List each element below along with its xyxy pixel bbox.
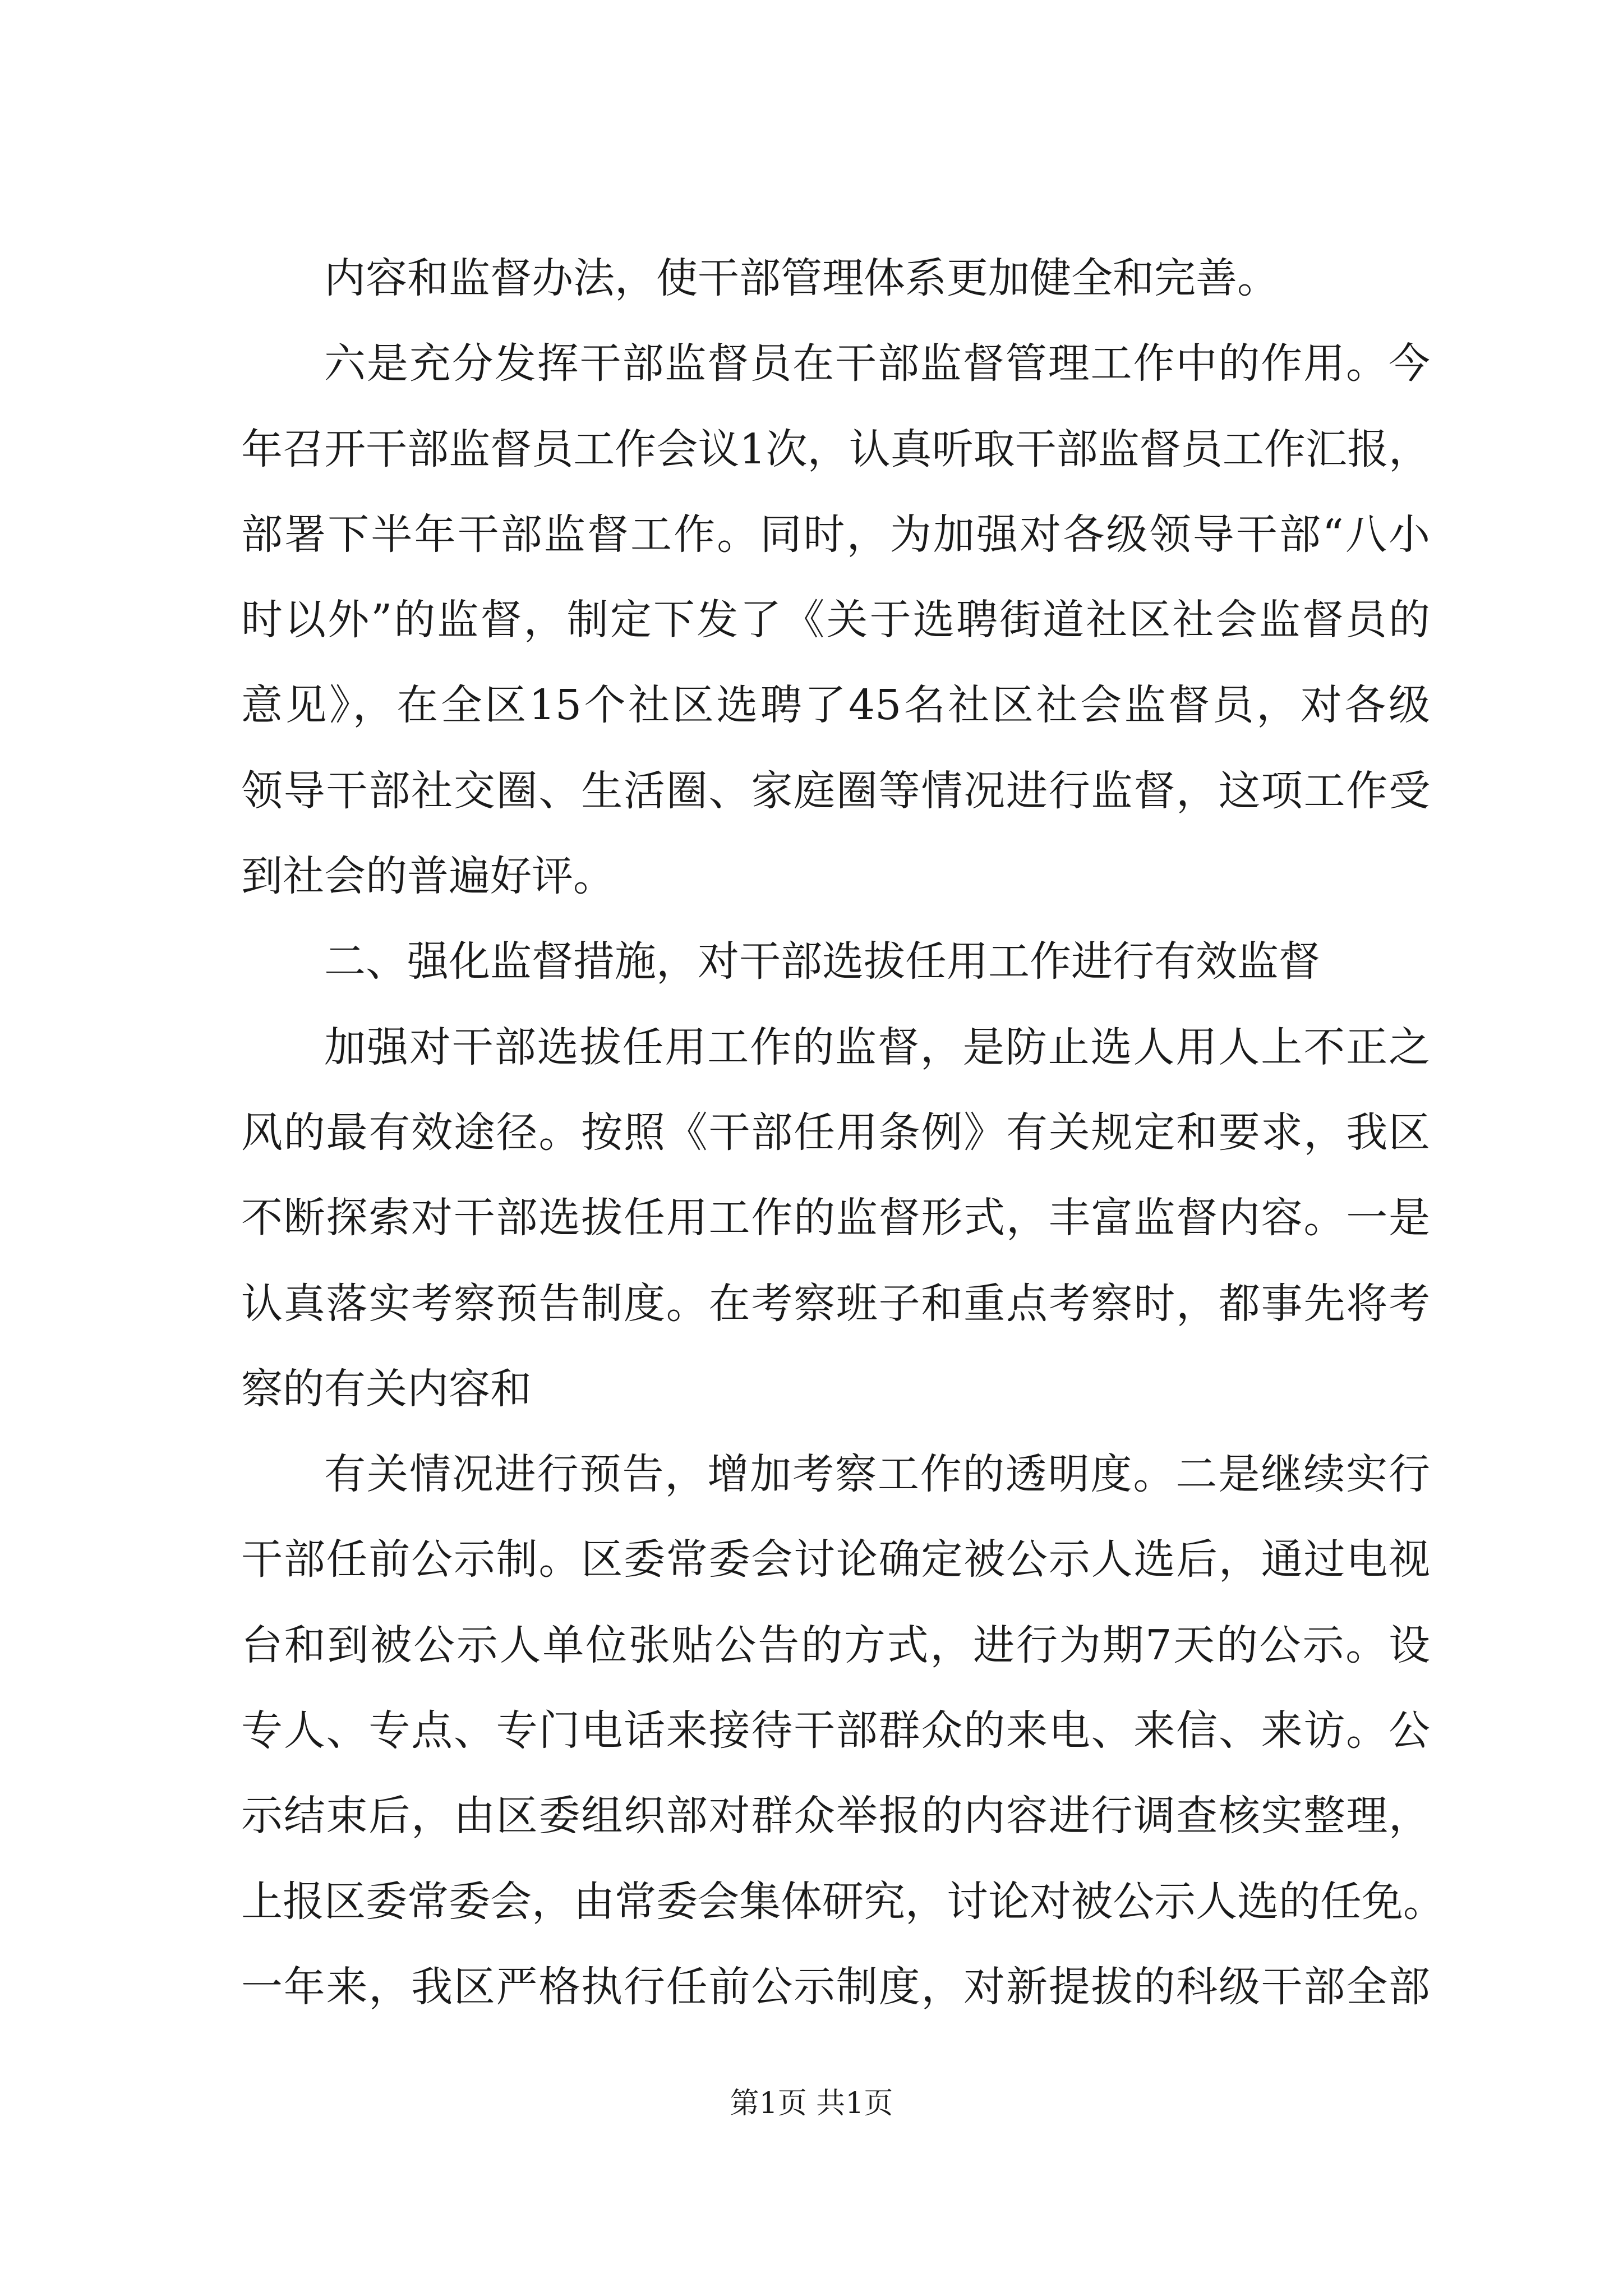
- text-line: 示结束后，由区委组织部对群众举报的内容进行调查核实整理，: [241, 1792, 1430, 1841]
- section-heading: 二、强化监督措施，对干部选拔任用工作进行有效监督: [324, 937, 1320, 986]
- text-line: 干部任前公示制。区委常委会讨论确定被公示人选后，通过电视: [241, 1535, 1430, 1584]
- document-body: [241, 236, 1445, 2030]
- text-line: 有关情况进行预告，增加考察工作的透明度。二是继续实行: [324, 1450, 1430, 1499]
- text-line: 时以外”的监督，制定下发了《关于选聘街道社区社会监督员的: [241, 596, 1430, 645]
- text-line: 加强对干部选拔任用工作的监督，是防止选人用人上不正之: [324, 1023, 1430, 1071]
- text-line: 上报区委常委会，由常委会集体研究，讨论对被公示人选的任免。: [241, 1877, 1445, 1926]
- text-line: 台和到被公示人单位张贴公告的方式，进行为期7天的公示。设: [241, 1621, 1430, 1669]
- text-line: 年召开干部监督员工作会议1次，认真听取干部监督员工作汇报，: [241, 425, 1430, 473]
- page-number-footer: 第1页 共1页: [730, 2087, 893, 2120]
- text-line: 内容和监督办法，使干部管理体系更加健全和完善。: [324, 254, 1279, 302]
- text-line: 一年来，我区严格执行任前公示制度，对新提拔的科级干部全部: [241, 1962, 1430, 2011]
- text-line: 领导干部社交圈、生活圈、家庭圈等情况进行监督，这项工作受: [241, 766, 1430, 815]
- text-line: 到社会的普遍好评。: [241, 852, 615, 901]
- text-line: 风的最有效途径。按照《干部任用条例》有关规定和要求，我区: [241, 1108, 1430, 1157]
- text-line: 专人、专点、专门电话来接待干部群众的来电、来信、来访。公: [241, 1706, 1430, 1755]
- text-line: 不断探索对干部选拔任用工作的监督形式，丰富监督内容。一是: [241, 1194, 1430, 1243]
- text-line: 察的有关内容和: [241, 1364, 532, 1413]
- text-line: 认真落实考察预告制度。在考察班子和重点考察时，都事先将考: [241, 1279, 1430, 1328]
- text-line: 部署下半年干部监督工作。同时，为加强对各级领导干部“八小: [241, 510, 1430, 559]
- text-line: 六是充分发挥干部监督员在干部监督管理工作中的作用。今: [324, 339, 1430, 388]
- text-line: 意见》，在全区15个社区选聘了45名社区社会监督员，对各级: [241, 681, 1430, 730]
